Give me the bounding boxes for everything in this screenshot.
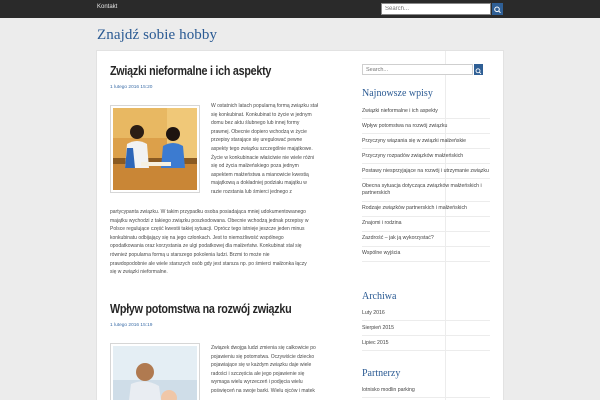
search-icon bbox=[474, 66, 483, 77]
excerpt-line: radości i szczęścia ale jego pojawienie się bbox=[211, 370, 305, 377]
post-2-image[interactable] bbox=[110, 343, 200, 400]
recent-posts-list bbox=[362, 104, 490, 262]
recent-post-link[interactable]: Wspólne wyjścia bbox=[362, 247, 490, 262]
post-1 bbox=[110, 64, 350, 90]
excerpt-line: Życie w konkubinacie właściwie nie wiele różni bbox=[211, 154, 315, 161]
excerpt-line: się konkubinat. Konkubinat to życie w jednym bbox=[211, 111, 312, 118]
post-1-excerpt bbox=[211, 102, 339, 197]
nav-link-kontakt[interactable]: Kontakt bbox=[97, 4, 118, 10]
header-search bbox=[381, 3, 503, 15]
recent-post-link[interactable]: Znajomi i rodzina bbox=[362, 217, 490, 232]
excerpt-line: przepisy starające się uregulować pewne bbox=[211, 137, 303, 144]
body-line: prawdopodobnie ale wiele starszych osób gdy jest starsza np. po śmierci małżonka łączy bbox=[110, 260, 307, 267]
archive-link[interactable]: Lipiec 2015 bbox=[362, 336, 490, 351]
recent-post-link[interactable]: Przyczyny wiązania się w związki małżeńskie bbox=[362, 134, 490, 149]
body-line: konkubinatu odbijający się na jego członkach. Jest to niemożliwość wspólnego bbox=[110, 234, 284, 241]
post-2 bbox=[110, 302, 350, 328]
body-line: majątku wychodzi z takiego związku poszkodowana. Obecnie wchodzą jednak przepisy w bbox=[110, 217, 309, 224]
archive-link[interactable]: Luty 2016 bbox=[362, 306, 490, 321]
excerpt-line: razie rozstania lub śmierci jednego z bbox=[211, 188, 292, 195]
widget-title-archive: Archiwa bbox=[362, 291, 397, 302]
excerpt-line: prawnej. Obecnie dopiero wchodzą w życie bbox=[211, 128, 307, 135]
header-search-button[interactable] bbox=[492, 3, 503, 15]
partner-link[interactable]: lotnisko modlin parking bbox=[362, 383, 490, 398]
post-date[interactable]: 1 lutego 2016 15:20 bbox=[110, 85, 153, 90]
recent-post-link[interactable]: Związki nieformalne i ich aspekty bbox=[362, 104, 490, 119]
sidebar-search bbox=[362, 64, 482, 75]
excerpt-line: W ostatnich latach popularną formą związku stał bbox=[211, 103, 318, 109]
excerpt-line: wymaga wielu wyrzeczeń i podjęcia wielu bbox=[211, 379, 303, 386]
widget-title-recent: Najnowsze wpisy bbox=[362, 88, 433, 99]
partners-list bbox=[362, 383, 490, 398]
body-line: partycypanta związku. W takim przypadku osoba posiadająca mniej udokumentowanego bbox=[110, 209, 306, 215]
recent-post-link[interactable]: Obecna sytuacja dotycząca związków małżeńskich i partnerskich bbox=[362, 179, 490, 202]
excerpt-line: domu bez aktu ślubnego lub innej formy bbox=[211, 120, 300, 127]
top-navbar bbox=[0, 0, 600, 18]
search-icon bbox=[492, 4, 503, 16]
excerpt-line: poświęceń na swoje barki. Wielu ojców i matek bbox=[211, 387, 315, 394]
post-1-image[interactable] bbox=[110, 105, 200, 193]
recent-post-link[interactable]: Wpływ potomstwa na rozwój związku bbox=[362, 119, 490, 134]
archive-list bbox=[362, 306, 490, 351]
header-search-input[interactable] bbox=[381, 3, 491, 15]
recent-post-link[interactable]: Rodzaje związków partnerskich i małżeńskich bbox=[362, 202, 490, 217]
excerpt-line: pojawiające się w każdym związku daje wiele bbox=[211, 362, 312, 369]
widget-title-partners: Partnerzy bbox=[362, 368, 401, 379]
excerpt-line: Związek dwojga ludzi zmienia się całkowicie po bbox=[211, 345, 316, 351]
recent-post-link[interactable]: Postawy niesprzyjające na rozwój i utrzymanie związku bbox=[362, 164, 490, 179]
body-line: Polsce regulujące część kwestii takiej sytuacji. Oprócz tego istnieje jeszcze jeden minus bbox=[110, 226, 305, 233]
site-title[interactable]: Znajdź sobie hobby bbox=[97, 27, 218, 43]
post-2-excerpt bbox=[211, 344, 339, 396]
excerpt-line: pojawieniu się potomstwa. Oczywiście dziecko bbox=[211, 353, 315, 360]
sidebar-search-button[interactable] bbox=[474, 64, 483, 75]
sidebar-search-input[interactable] bbox=[362, 64, 473, 75]
post-date[interactable]: 1 lutego 2016 15:19 bbox=[110, 323, 153, 328]
post-title[interactable]: Wpływ potomstwa na rozwój związku bbox=[110, 302, 292, 316]
excerpt-line: się od życia małżeńskiego poza jednym bbox=[211, 163, 299, 170]
post-2-photo bbox=[113, 346, 197, 400]
post-1-photo bbox=[113, 108, 197, 190]
excerpt-line: aspektem małżeństwa a mianowicie kwestią bbox=[211, 171, 309, 178]
recent-post-link[interactable]: Zazdrość – jak ją wykorzystać? bbox=[362, 232, 490, 247]
body-line: również popularna formą u starszego pokolenia ludzi. Brzmi to może nie bbox=[110, 251, 270, 258]
excerpt-line: majątkową a dokładniej podziału majątku w bbox=[211, 180, 307, 187]
archive-link[interactable]: Sierpień 2015 bbox=[362, 321, 490, 336]
post-title[interactable]: Związki nieformalne i ich aspekty bbox=[110, 64, 272, 78]
excerpt-line: aspekty tego związku szczególnie majątkowe. bbox=[211, 145, 313, 152]
post-1-body bbox=[110, 208, 350, 277]
content-wrapper bbox=[96, 50, 504, 400]
body-line: opodatkowania oraz korzystania ze ulgi podatkowej dla małżeństw. Konkubinat stał się bbox=[110, 243, 302, 250]
recent-post-link[interactable]: Przyczyny rozpadów związków małżeńskich bbox=[362, 149, 490, 164]
body-line: się w związki nieformalne. bbox=[110, 269, 168, 276]
